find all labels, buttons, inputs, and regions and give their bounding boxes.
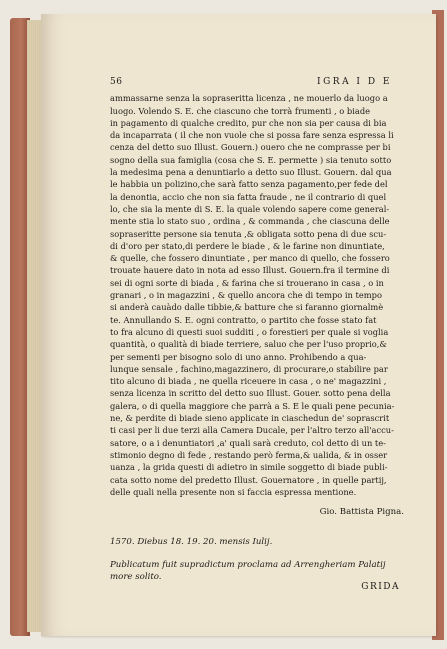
page-number: 56 — [110, 77, 123, 87]
text-line: lo, che sia la mente di S. E. la quale volendo sapere come general- — [110, 203, 390, 214]
text-line: tito alcuno di biada , ne quella riceuere in casa , o ne' magazzini , — [110, 376, 387, 387]
text-line: mente stia lo stato suo , ordina , & commanda , che ciascuna delle — [110, 216, 390, 227]
catchword: GRIDA — [361, 581, 400, 592]
body-text — [110, 92, 410, 498]
text-line: uanza , la grida questi di adietro in simile soggetto di biade publi- — [110, 462, 388, 473]
text-line: le habbia un polizino,che sarà fatto senza pagamento,per fede del — [110, 179, 388, 190]
text-line: & quelle, che fossero dinuntiate , per manco di quello, che fossero — [110, 253, 390, 264]
text-line: sogno della sua famiglia (cosa che S. E. permette ) sia tenuto sotto — [110, 154, 392, 165]
publication-line: Publicatum fuit supradictum proclama ad Arrengheriam Palatij — [110, 559, 386, 570]
text-line: la denontia, accio che non sia fatta fraude , ne il contrario di quel — [110, 191, 387, 202]
text-line: cata sotto nome del predetto Illust. Gouernatore , in quelle partij, — [110, 474, 387, 485]
text-line: si anderà cauàdo dalle tibbie,& batture che si faranno giornalmè — [110, 302, 384, 313]
text-line: quantità, o qualità di biade terriere, saluo che per l'uso proprio,& — [110, 339, 387, 350]
text-line: sopraseritte persone sia tenuta ,& obligata sotto pena di due scu- — [110, 228, 387, 239]
text-line: to fra alcuno di questi suoi sudditi , o forestieri per quale si voglia — [110, 326, 389, 337]
text-line: ammassarne senza la sopraseritta licenza , ne mouerlo da luogo a — [110, 93, 388, 104]
text-line: lunque sensale , fachino,magazzinero, di procurare,o stabilire par — [110, 363, 388, 374]
text-line: per sementi per bisogno solo di uno anno. Prohibendo a qua- — [110, 351, 367, 362]
text-line: galera, o di quella maggiore che parrà a S. E le quali pene pecunia- — [110, 400, 395, 411]
text-line: trouate hauere dato in nota ad esso Illust. Gouern.fra il termine di — [110, 265, 390, 276]
text-line: senza licenza in scritto del detto suo Illust. Gouer. sotto pena della — [110, 388, 391, 399]
date-line: 1570. Diebus 18. 19. 20. mensis Iulij. — [110, 537, 273, 548]
text-line: sei di ogni sorte di biada , & farina che si trouerano in casa , o in — [110, 277, 384, 288]
signature: Gio. Battista Pigna. — [319, 507, 404, 518]
text-line: te. Annullando S. E. ogni contratto, o partito che fosse stato fat — [110, 314, 377, 325]
text-line: in pagamento di qualche credito, pur che non sia per causa di bia — [110, 117, 387, 128]
text-line: la medesima pena a denuntiarlo a detto suo Illust. Gouern. dal qua — [110, 167, 392, 178]
publication-line: more solito. — [110, 571, 162, 582]
page-header — [110, 76, 410, 88]
text-line: da incaparrata ( il che non vuole che si possa fare senza espressa li — [110, 130, 394, 141]
text-line: ne, & perdite di biade sieno applicate in ciaschedun de' soprascrit — [110, 413, 390, 424]
text-line: granari , o in magazzini , & quello ancora che di tempo in tempo — [110, 290, 382, 301]
page-text — [110, 76, 410, 593]
text-line: stimonio degno di fede , restando però ferma,& ualida, & in osser — [110, 449, 388, 460]
text-line: delle quali nella presente non si faccia espressa mentione. — [110, 486, 357, 497]
publication-note — [110, 559, 410, 583]
text-line: satore, o a i denuntiatori ,a' quali sarà creduto, col detto di un te- — [110, 437, 386, 448]
text-line: di d'oro per stato,di perdere le biade , & le farine non dinuntiate, — [110, 240, 385, 251]
text-line: cenza del detto suo Illust. Gouern.) ouero che ne comprasse per bi — [110, 142, 391, 153]
text-line: luogo. Volendo S. E. che ciascuno che torrà frumenti , o biade — [110, 105, 371, 116]
text-line: ti casi per li due terzi alla Camera Ducale, per l'altro terzo all'accu- — [110, 425, 394, 436]
running-head: IGRA I D E — [317, 77, 392, 87]
